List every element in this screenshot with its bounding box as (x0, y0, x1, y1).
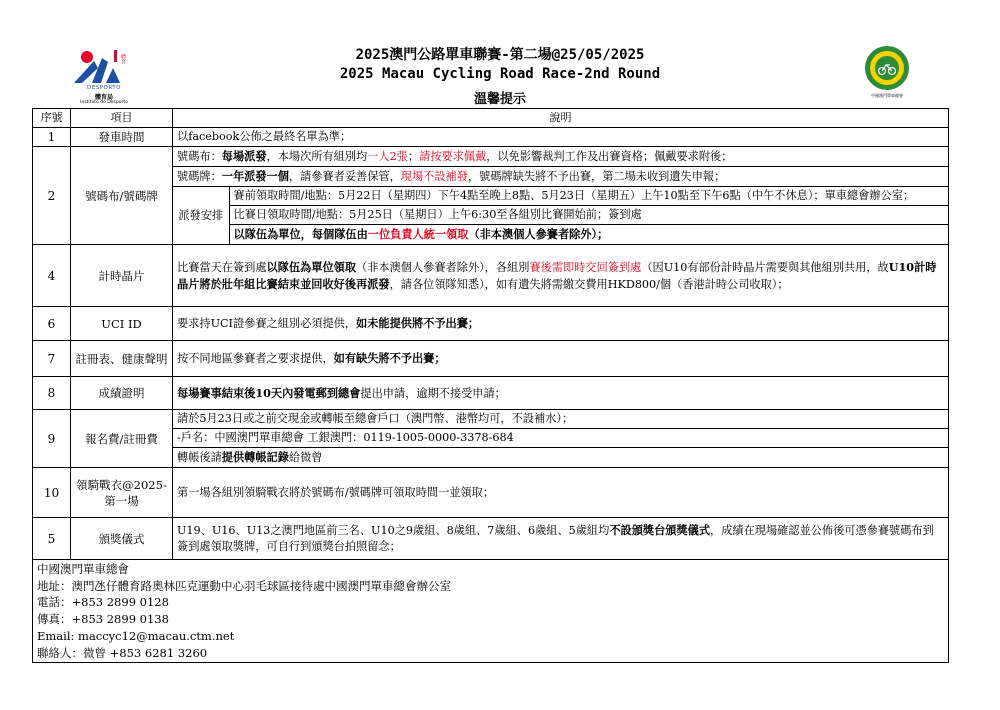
logo-name-cn: 體育局 (94, 94, 113, 101)
cycling-association-emblem-icon (852, 44, 922, 94)
row-item: 發車時間 (71, 128, 173, 147)
fee-account-line: -戶名：中國澳門單車總會 工銀澳門：0119-1005-0000-3378-684 (173, 429, 948, 448)
row-number: 4 (33, 245, 71, 307)
logo-side-text: 體育 (120, 54, 126, 64)
table-row (33, 468, 949, 518)
row-item: 頒獎儀式 (71, 518, 173, 560)
table-row (33, 147, 949, 245)
row-number: 2 (33, 147, 71, 245)
row-description: 第一場各組別領騎戰衣將於號碼布/號碼牌可領取時間一並領取； (173, 468, 949, 518)
bib-cloth-line: 號碼布：每場派發，本場次所有組別均一人2張；請按要求佩戴，以免影響裁判工作及出賽資格；佩戴要求附後； (173, 147, 948, 167)
subtitle-notice: 溫馨提示 (473, 92, 526, 107)
distribution-race-day: 比賽日領取時間/地點：5月25日（星期日）上午6:30至各組別比賽開始前；簽到處 (229, 206, 948, 225)
row-description: 按不同地區參賽者之要求提供，如有缺失將不予出賽； (173, 341, 949, 377)
footer-fax: 傳真：+853 2899 0138 (37, 612, 169, 627)
table-row (33, 341, 949, 377)
footer-org: 中國澳門單車總會 (37, 562, 129, 576)
footer-email[interactable]: Email: maccyc12@macau.ctm.net (37, 628, 235, 643)
cycling-association-logo (852, 44, 922, 106)
notice-table (32, 108, 949, 663)
table-row (33, 377, 949, 410)
bib-plate-line: 號碼牌：一年派發一個，請參賽者妥善保管，現場不設補發，號碼牌缺失將不予出賽，第二場未收到遺失申報； (173, 167, 948, 187)
bib-subtable (173, 147, 948, 244)
table-header-row (33, 109, 949, 128)
row-item: 計時晶片 (71, 245, 173, 307)
col-header-item: 項目 (71, 109, 173, 128)
table-row (33, 518, 949, 560)
row-item: 領騎戰衣@2025-第一場 (71, 468, 173, 518)
contact-footer (33, 560, 949, 663)
row-description: 比賽當天在簽到處以隊伍為單位領取（非本澳個人參賽者除外），各組別賽後需即時交回簽到處（因U10有部份計時晶片需要與其他組別共用，故U10計時晶片將於壯年組比賽結束並回收好後再派發，請各位領隊知悉），如有遺失將需繳交費用HKD800/個（香港計時公司收取）； (173, 245, 949, 307)
row-description: U19、U16、U13之澳門地區前三名、U10之9歲組、8歲組、7歲組、6歲組、5歲組均不設頒獎台頒獎儀式，成績在現場確認並公佈後可憑參賽號碼布到簽到處領取獎牌，可自行到頒獎台拍照留念； (173, 518, 949, 560)
row-number: 1 (33, 128, 71, 147)
fee-deadline-line: 請於5月23日或之前交現金或轉帳至總會戶口（澳門幣、港幣均可，不設補水）； (173, 410, 948, 429)
table-row (33, 307, 949, 341)
row-description: 要求持UCI證參賽之組別必須提供，如未能提供將不予出賽； (173, 307, 949, 341)
row-description (173, 410, 949, 468)
table-row (33, 245, 949, 307)
logo-wordmark: DESPORTO (87, 85, 121, 91)
row-number: 8 (33, 377, 71, 410)
row-item: 註冊表、健康聲明 (71, 341, 173, 377)
association-caption: 中國澳門單車總會 (871, 93, 903, 98)
sports-bureau-emblem-icon (68, 44, 140, 86)
row-number: 9 (33, 410, 71, 468)
title-chinese: 2025澳門公路單車聯賽-第二場@25/05/2025 (355, 47, 645, 63)
footer-address: 地址：澳門氹仔體育路奧林匹克運動中心羽毛球區接待處中國澳門單車總會辦公室 (37, 578, 451, 593)
col-header-num: 序號 (33, 109, 71, 128)
distribution-team-rule: 以隊伍為單位，每個隊伍由一位負責人統一領取（非本澳個人參賽者除外）； (233, 227, 609, 241)
row-description: 每場賽事結束後10天內發電郵到總會提出申請，逾期不接受申請； (173, 377, 949, 410)
row-item: 號碼布/號碼牌 (71, 147, 173, 245)
sports-bureau-logo (68, 44, 140, 106)
table-row (33, 410, 949, 468)
row-item: UCI ID (71, 307, 173, 341)
document-header (0, 0, 1000, 108)
row-number: 5 (33, 518, 71, 560)
row-item: 成績證明 (71, 377, 173, 410)
row-number: 10 (33, 468, 71, 518)
row-number: 6 (33, 307, 71, 341)
contact-footer-row (33, 560, 949, 663)
distribution-pre-race: 賽前領取時間/地點：5月22日（星期四）下午4點至晚上8點、5月23日（星期五）上午10點至下午6點（中午不休息）；單車總會辦公室； (229, 187, 948, 206)
footer-phone: 電話：+853 2899 0128 (37, 595, 169, 610)
row-description (173, 147, 949, 245)
fee-receipt-line: 轉帳後請提供轉帳記錄給微曾 (177, 450, 323, 464)
fee-subtable (173, 410, 948, 467)
row-number: 7 (33, 341, 71, 377)
footer-contact: 聯絡人：微曾 +853 6281 3260 (37, 645, 208, 660)
row-description: 以facebook公佈之最終名單為準； (173, 128, 949, 147)
row-item: 報名費/註冊費 (71, 410, 173, 468)
title-english: 2025 Macau Cycling Road Race-2nd Round (339, 66, 661, 82)
distribution-label: 派發安排 (173, 187, 229, 245)
logo-name-pt: Instituto do Desporto (80, 100, 128, 105)
col-header-desc: 說明 (173, 109, 949, 128)
table-row (33, 128, 949, 147)
